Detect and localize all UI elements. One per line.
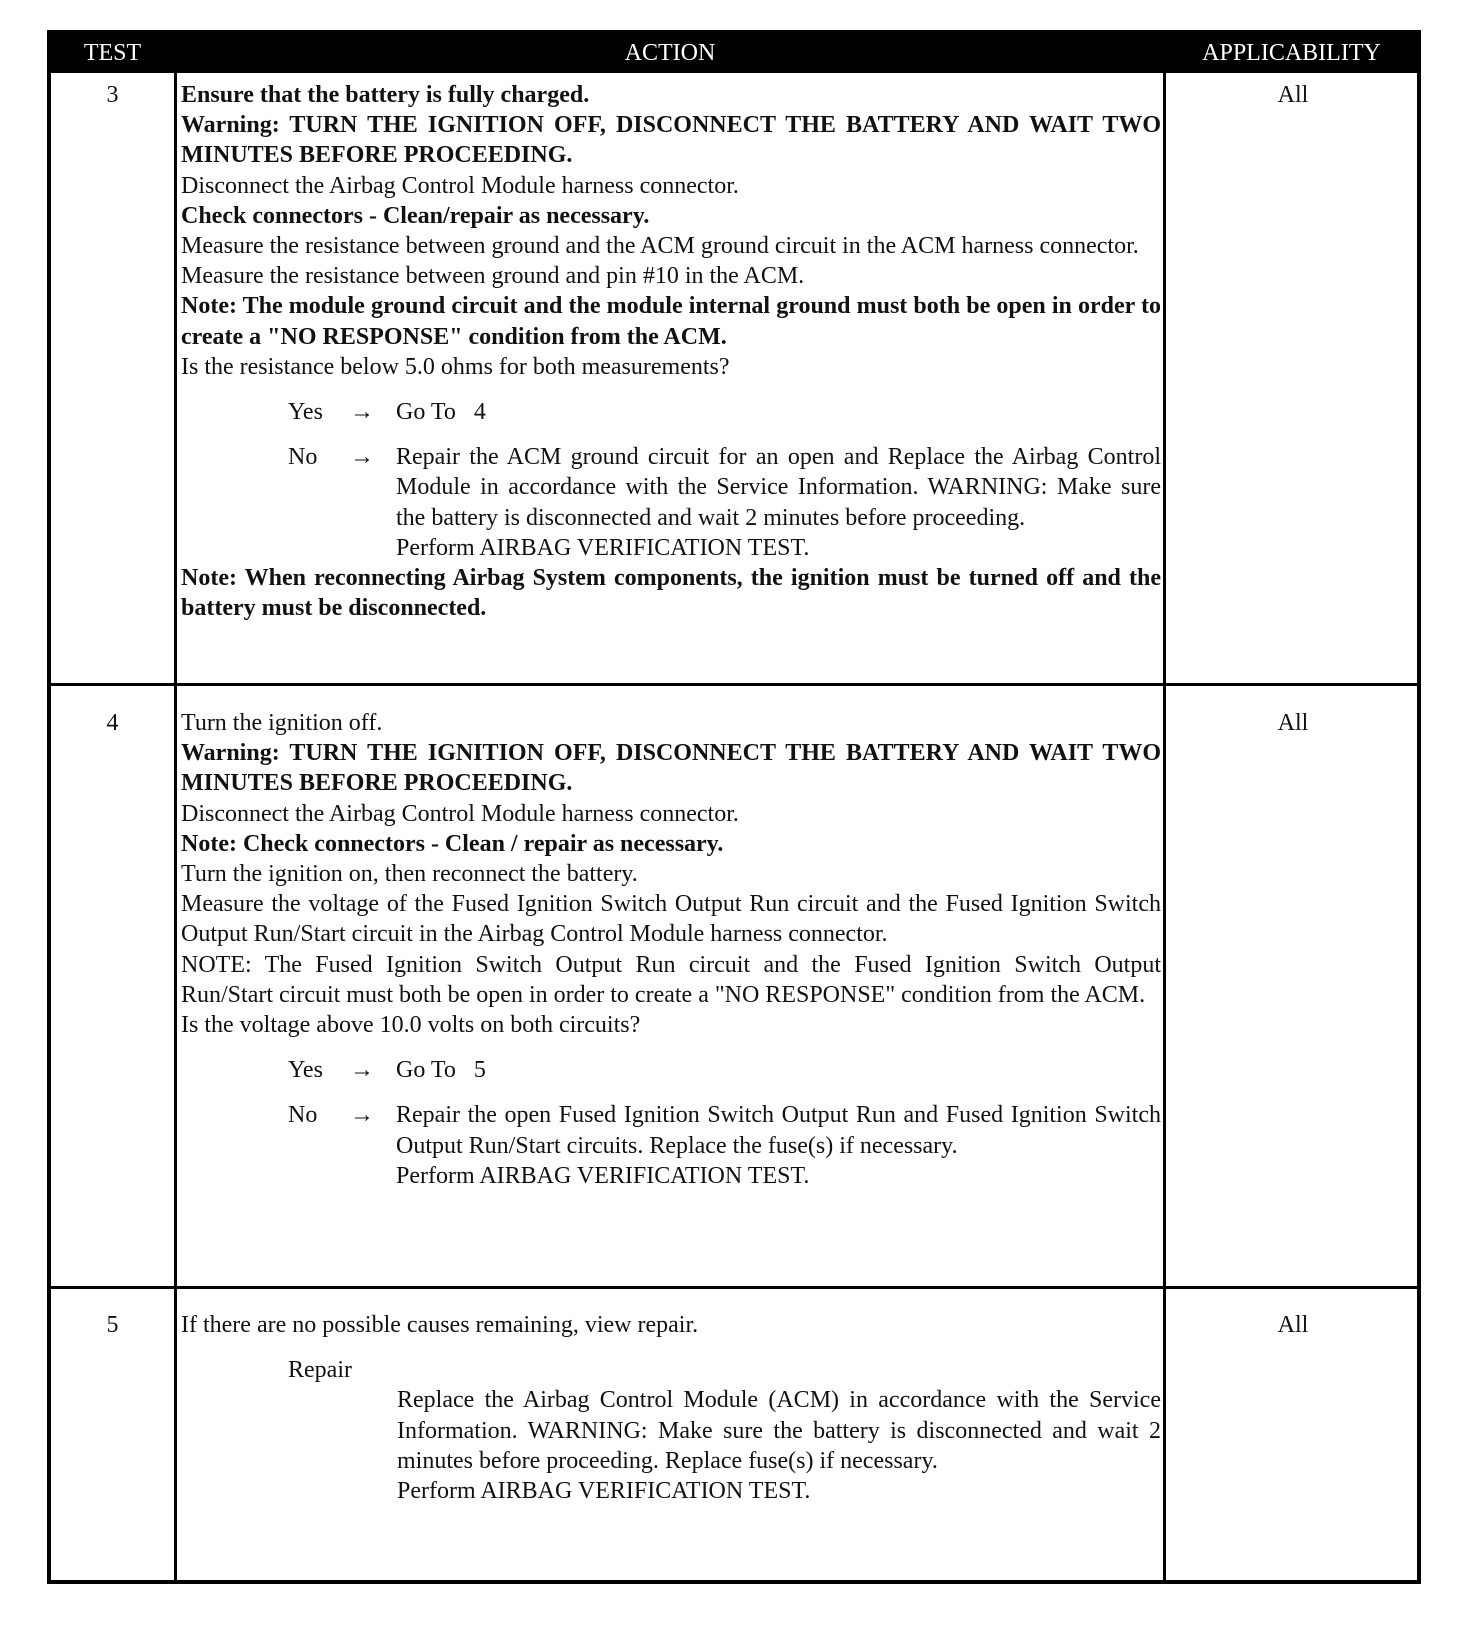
arrow-icon: → <box>350 1057 374 1084</box>
arrow-icon: → <box>350 444 374 471</box>
repair-label: Repair <box>288 1357 352 1384</box>
no-result-text: Repair the ACM ground circuit for an open and Replace the Airbag Control Module in accordance with the Service Information. WARNING: Make sure the battery is disconnected and wait 2 minutes before proceeding. <box>396 444 1161 531</box>
header-action: ACTION <box>624 40 716 66</box>
action-cell <box>181 708 1161 1191</box>
row-divider <box>51 683 1417 686</box>
action-line: Check connectors - Clean/repair as necessary. <box>181 202 650 229</box>
yes-result: Go To 5 <box>396 1057 486 1084</box>
action-line: Turn the ignition on, then reconnect the battery. <box>181 861 638 888</box>
yes-label: Yes <box>288 399 323 426</box>
test-number: 3 <box>106 82 119 108</box>
action-line: Disconnect the Airbag Control Module harness connector. <box>181 172 739 199</box>
arrow-icon: → <box>350 399 374 426</box>
note-line: Note: The module ground circuit and the module internal ground must both be open in order to create a "NO RESPONSE" condition from the ACM. <box>181 293 1161 350</box>
action-cell <box>181 1310 1161 1506</box>
action-line: Measure the voltage of the Fused Ignition Switch Output Run circuit and the Fused Ignition Switch Output Run/Start circuit in the Airbag Control Module harness connector. <box>181 891 1161 948</box>
applicability-value: All <box>1277 82 1309 108</box>
action-line: Disconnect the Airbag Control Module harness connector. <box>181 800 739 827</box>
yes-result: Go To 4 <box>396 399 486 426</box>
no-label: No <box>288 444 318 471</box>
repair-text-block <box>397 1385 1161 1506</box>
action-line: Ensure that the battery is fully charged. <box>181 82 590 108</box>
repair-text: Replace the Airbag Control Module (ACM) in accordance with the Service Information. WARNING: Make sure the battery is disconnected and wait 2 minutes before proceeding. Replace fuse(s) if necessary. <box>397 1387 1161 1474</box>
no-result-text: Repair the open Fused Ignition Switch Output Run and Fused Ignition Switch Output Run/Start circuits. Replace the fuse(s) if necessary. <box>396 1102 1161 1159</box>
repair-perform: Perform AIRBAG VERIFICATION TEST. <box>397 1478 811 1505</box>
column-divider <box>1163 73 1166 1580</box>
no-result <box>396 442 1161 563</box>
arrow-icon: → <box>350 1102 374 1129</box>
yes-option <box>181 1055 1161 1085</box>
applicability-value: All <box>1277 710 1309 736</box>
no-label: No <box>288 1102 318 1129</box>
final-note: Note: When reconnecting Airbag System components, the ignition must be turned off and the battery must be disconnected. <box>181 565 1161 622</box>
question-line: Is the voltage above 10.0 volts on both circuits? <box>181 1012 641 1039</box>
no-option <box>181 442 1161 563</box>
question-line: Is the resistance below 5.0 ohms for both measurements? <box>181 353 730 380</box>
warning-line: Warning: TURN THE IGNITION OFF, DISCONNECT THE BATTERY AND WAIT TWO MINUTES BEFORE PROCEEDING. <box>181 112 1161 169</box>
diagnostic-table <box>47 30 1421 1584</box>
no-result-perform: Perform AIRBAG VERIFICATION TEST. <box>396 1162 810 1189</box>
header-applicability: APPLICABILITY <box>1202 40 1381 66</box>
warning-line: Warning: TURN THE IGNITION OFF, DISCONNECT THE BATTERY AND WAIT TWO MINUTES BEFORE PROCEEDING. <box>181 740 1161 797</box>
action-line: Turn the ignition off. <box>181 710 383 736</box>
action-line: If there are no possible causes remaining, view repair. <box>181 1312 699 1338</box>
row-divider <box>51 1286 1417 1289</box>
action-line: Measure the resistance between ground and the ACM ground circuit in the ACM harness connector. <box>181 233 1139 260</box>
action-cell <box>181 80 1161 623</box>
yes-label: Yes <box>288 1057 323 1084</box>
note-line: NOTE: The Fused Ignition Switch Output Run circuit and the Fused Ignition Switch Output Run/Start circuit must both be open in order to create a "NO RESPONSE" condition from the ACM. <box>181 951 1161 1008</box>
test-number: 4 <box>106 710 119 736</box>
note-line: Note: Check connectors - Clean / repair as necessary. <box>181 830 724 857</box>
test-number: 5 <box>106 1312 119 1338</box>
header-test: TEST <box>83 40 142 66</box>
no-result <box>396 1100 1161 1191</box>
applicability-value: All <box>1277 1312 1309 1338</box>
no-option <box>181 1100 1161 1191</box>
no-result-perform: Perform AIRBAG VERIFICATION TEST. <box>396 534 810 561</box>
action-line: Measure the resistance between ground and pin #10 in the ACM. <box>181 263 805 290</box>
column-divider <box>174 73 177 1580</box>
table-header <box>51 34 1417 73</box>
yes-option <box>181 397 1161 427</box>
